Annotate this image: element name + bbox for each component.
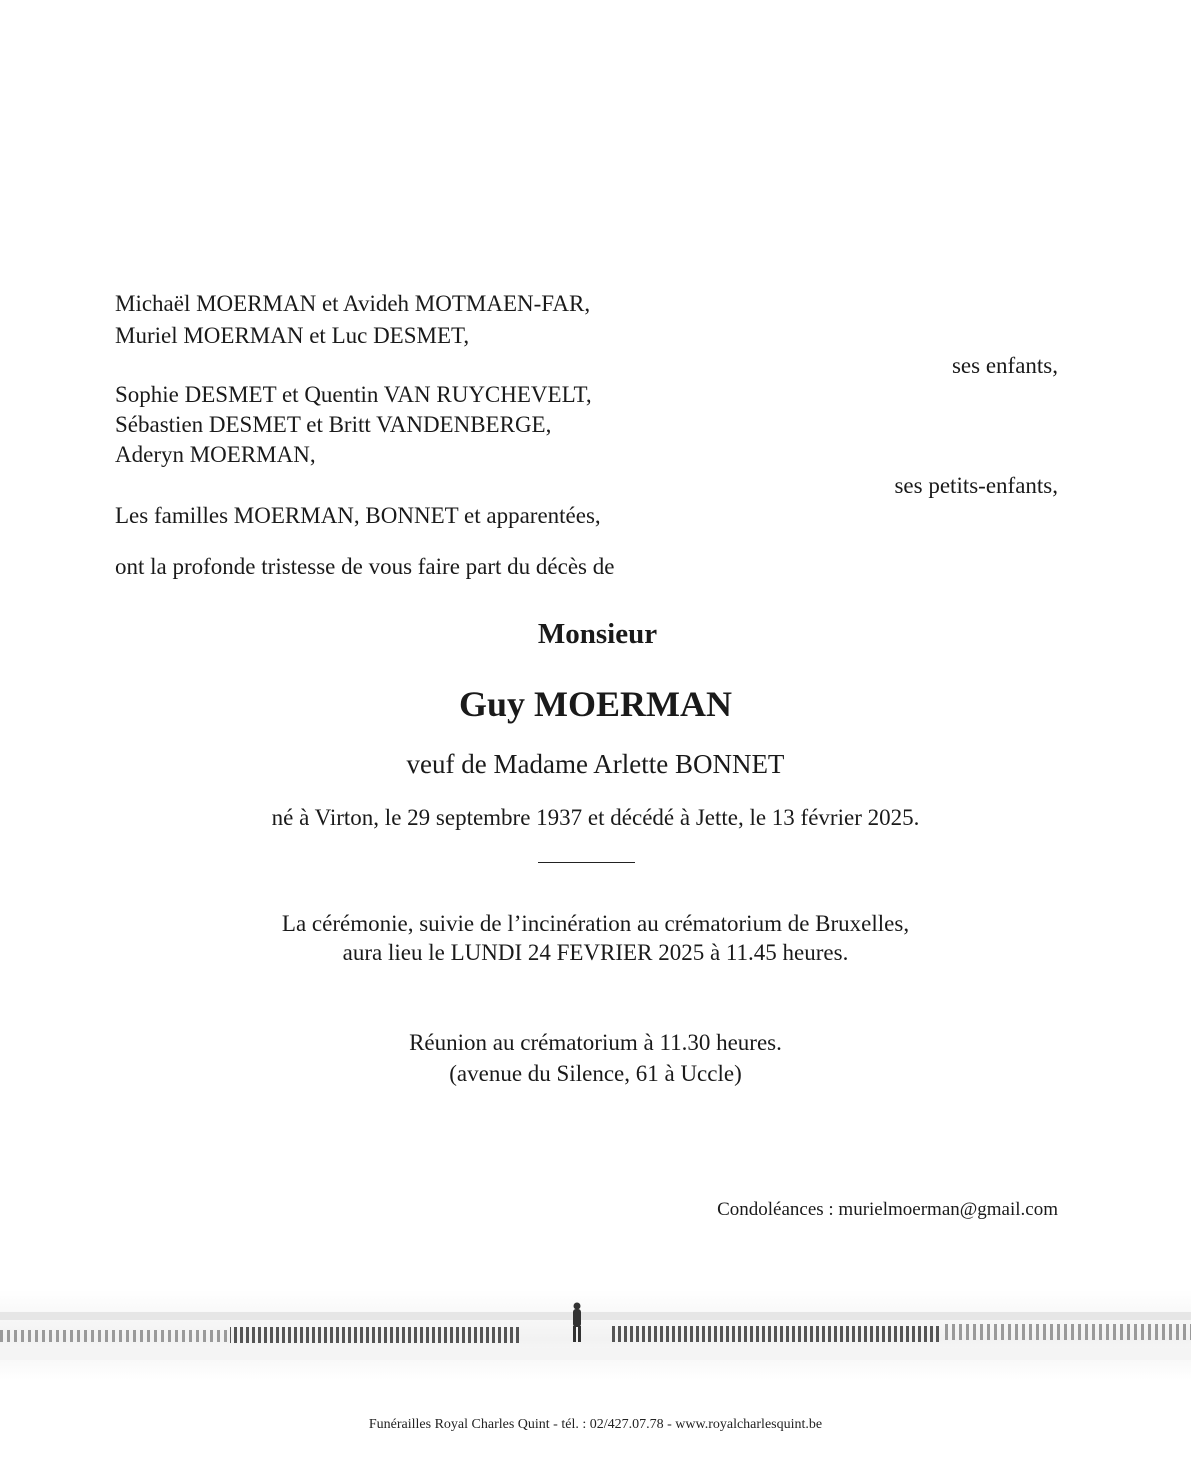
grandchild-line-3: Aderyn MOERMAN, xyxy=(115,442,316,467)
child-line-1: Michaël MOERMAN et Avideh MOTMAEN-FAR, xyxy=(115,291,591,316)
widower-line: veuf de Madame Arlette BONNET xyxy=(406,749,785,779)
grandchild-line-2: Sébastien DESMET et Britt VANDENBERGE, xyxy=(115,412,552,437)
announcement-line: ont la profonde tristesse de vous faire part du décès de xyxy=(115,554,615,579)
ceremony-line-1: La cérémonie, suivie de l’incinération au crématorium de Bruxelles, xyxy=(281,911,910,936)
condolences-line: Condoléances : murielmoerman@gmail.com xyxy=(717,1199,1058,1220)
child-line-2: Muriel MOERMAN et Luc DESMET, xyxy=(115,323,470,348)
dates-line: né à Virton, le 29 septembre 1937 et décédé à Jette, le 13 février 2025. xyxy=(271,805,920,830)
deceased-name: Guy MOERMAN xyxy=(459,684,732,724)
grandchildren-label: ses petits-enfants, xyxy=(894,473,1058,498)
ceremony-line-2: aura lieu le LUNDI 24 FEVRIER 2025 à 11.45 heures. xyxy=(342,940,849,965)
grandchild-line-1: Sophie DESMET et Quentin VAN RUYCHEVELT, xyxy=(115,382,592,407)
children-label: ses enfants, xyxy=(951,353,1058,378)
beach-scene-image xyxy=(0,1290,1191,1380)
families-line: Les familles MOERMAN, BONNET et apparentées, xyxy=(115,503,601,528)
meeting-line-1: Réunion au crématorium à 11.30 heures. xyxy=(409,1030,782,1055)
deceased-title: Monsieur xyxy=(537,618,658,650)
meeting-line-2: (avenue du Silence, 61 à Uccle) xyxy=(449,1061,742,1086)
divider xyxy=(538,862,635,863)
footer-line: Funérailles Royal Charles Quint - tél. : 02/427.07.78 - www.royalcharlesquint.be xyxy=(368,1417,823,1432)
